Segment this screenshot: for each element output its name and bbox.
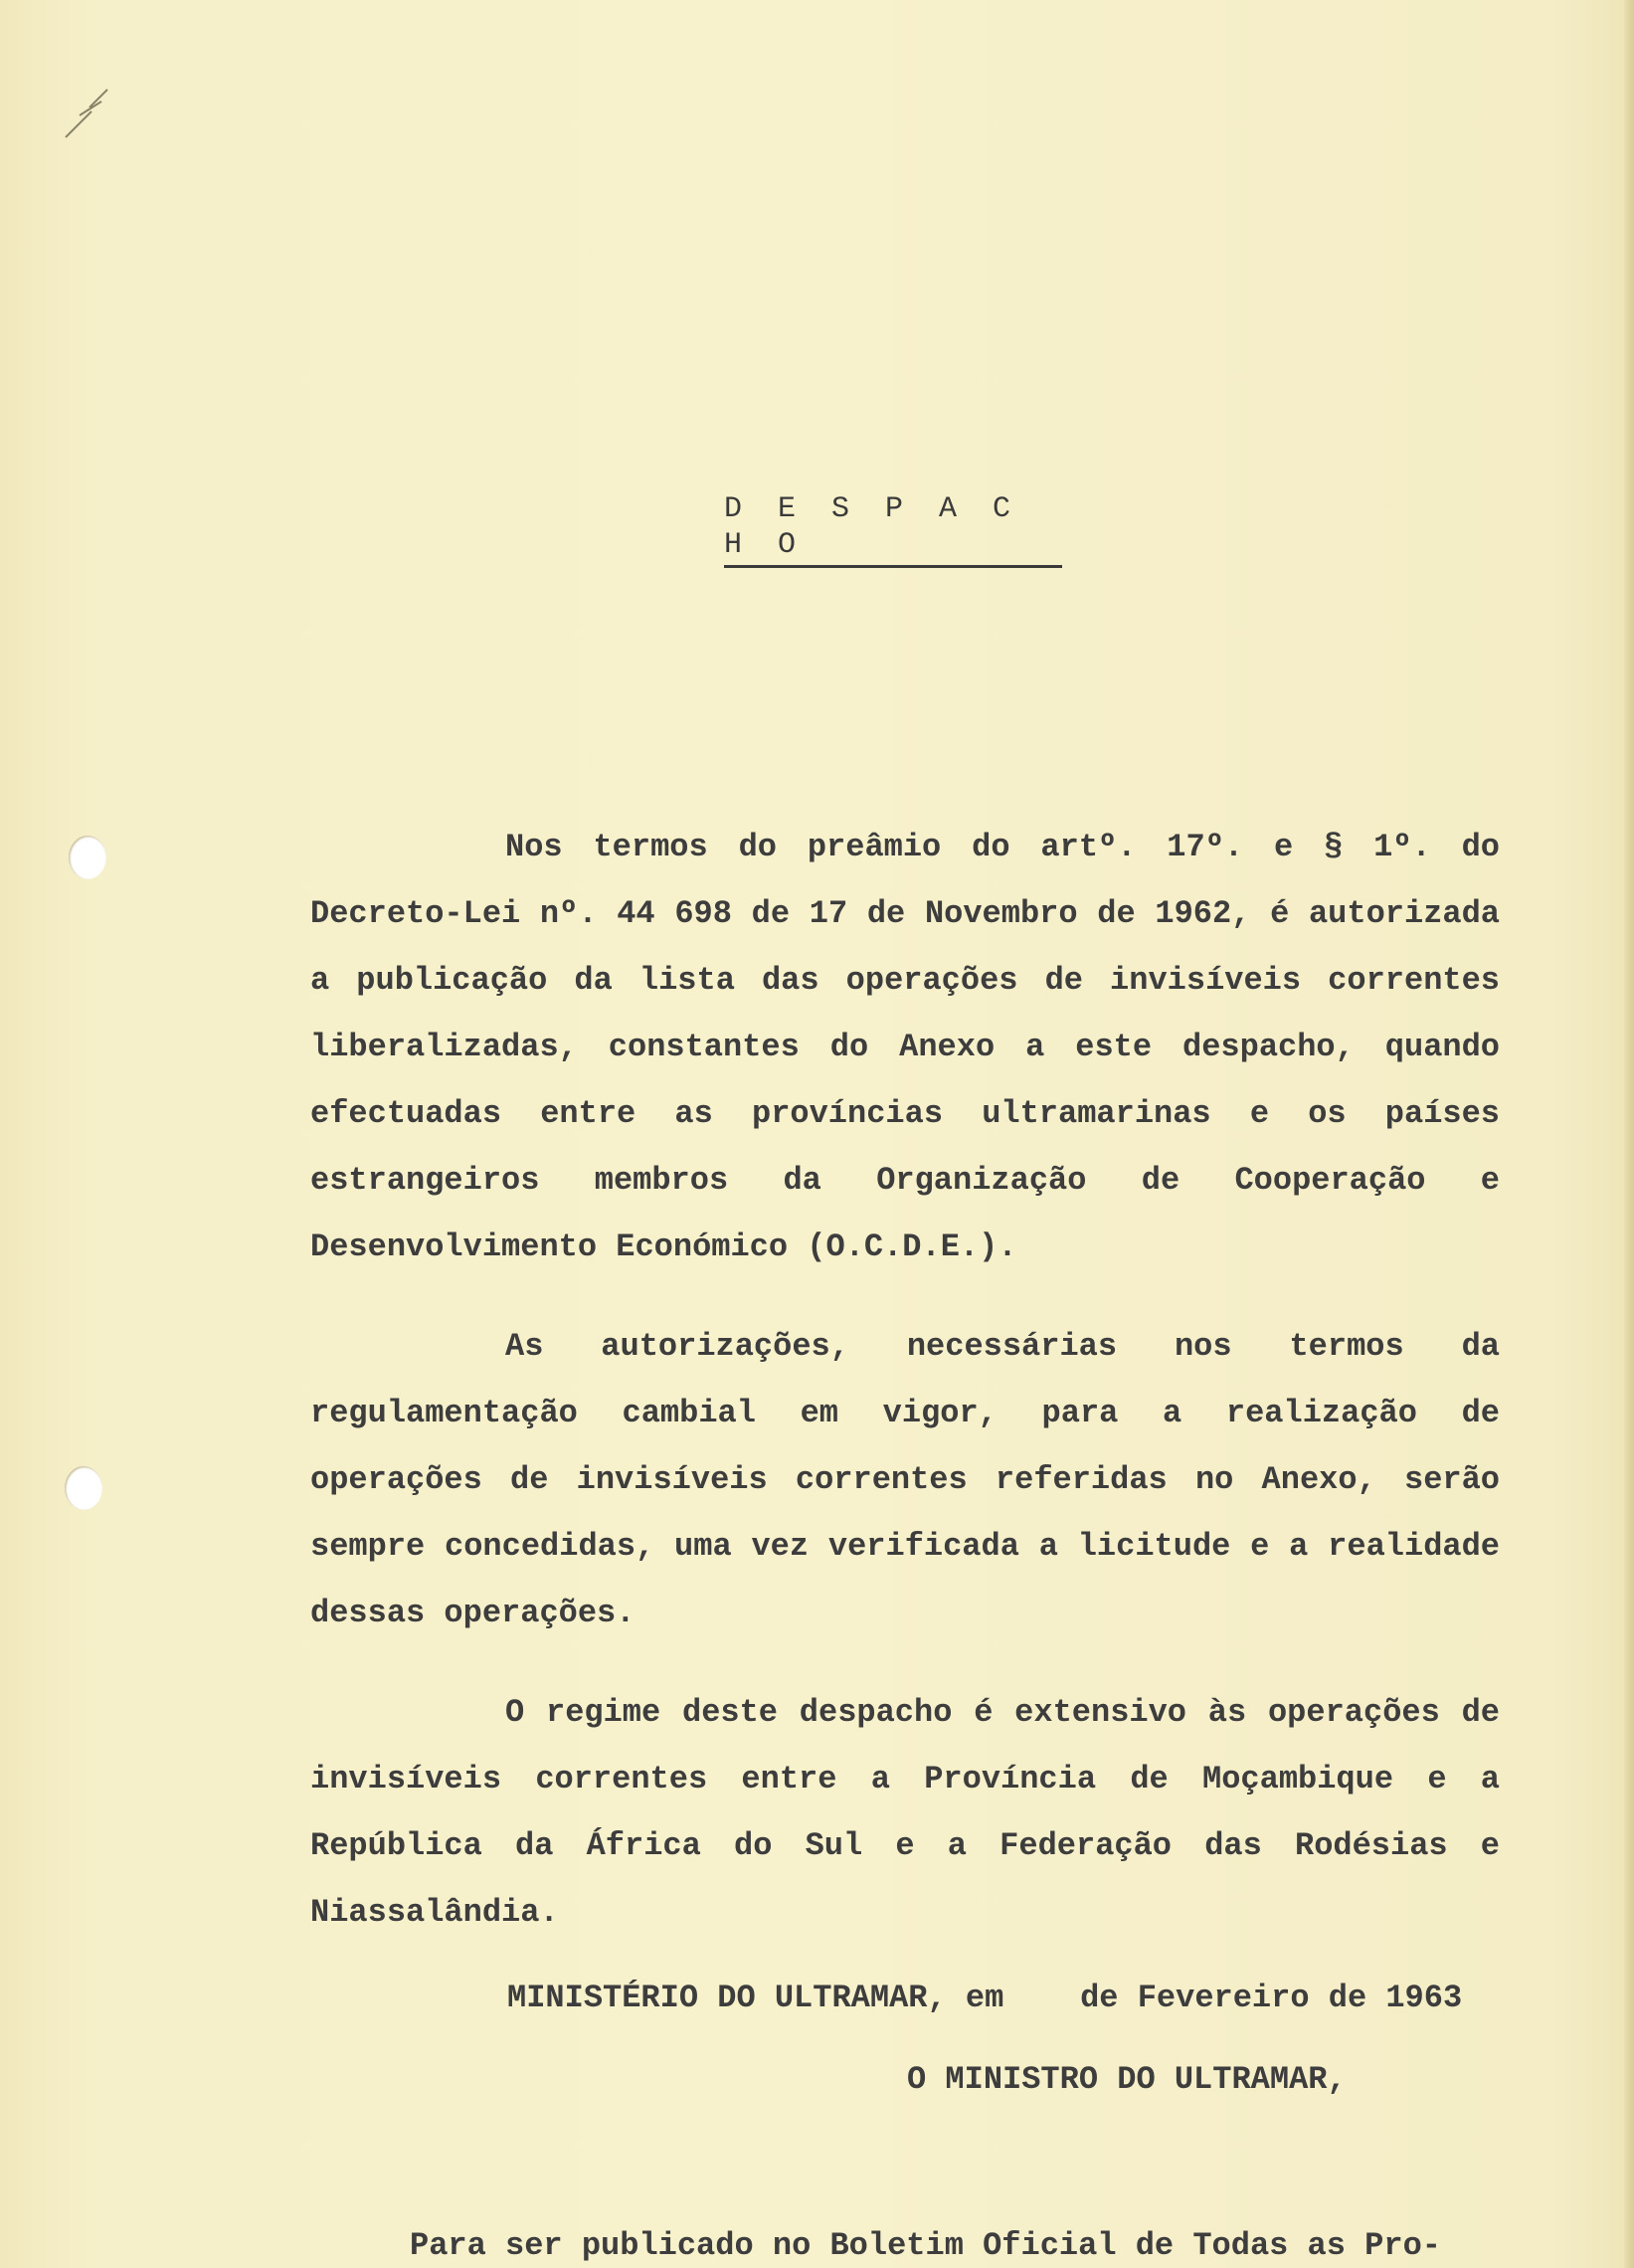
paragraph-3: O regime deste despacho é extensivo às operações de invisíveis correntes entre a Província de Moçambique e a República da África do Sul e a Federação das Rodésias e Niassalândia. (310, 1694, 1500, 1931)
paragraph-1: Nos termos do preâmio do artº. 17º. e § 1º. do Decreto-Lei nº. 44 698 de 17 de Novembro de 1962, é autorizada a publicação da lista das operações de invisíveis correntes liberalizadas, constantes do Anexo a este despacho, quando efectuadas entre as províncias ultramarinas e os países estrangeiros membros da Organização de Cooperação e Desenvolvimento Económico (O.C.D.E.). (310, 829, 1500, 1265)
pencil-mark-icon (62, 82, 115, 141)
paper-edge-shadow (1624, 0, 1634, 2268)
signatory-title: O MINISTRO DO ULTRAMAR, (907, 2061, 1347, 2098)
punch-hole-top (69, 836, 106, 879)
publication-note: Para ser publicado no Boletim Oficial de Todas as Pro- (410, 2227, 1441, 2264)
punch-hole-bottom (65, 1466, 102, 1510)
paragraph-2: As autorizações, necessárias nos termos da regulamentação cambial em vigor, para a realização de operações de invisíveis correntes referidas no Anexo, serão sempre concedidas, uma vez verificada a licitude e a realidade dessas operações. (310, 1328, 1500, 1631)
document-title: D E S P A C H O (724, 491, 1062, 568)
place-and-date: MINISTÉRIO DO ULTRAMAR, em de Fevereiro de 1963 (507, 1980, 1463, 2016)
